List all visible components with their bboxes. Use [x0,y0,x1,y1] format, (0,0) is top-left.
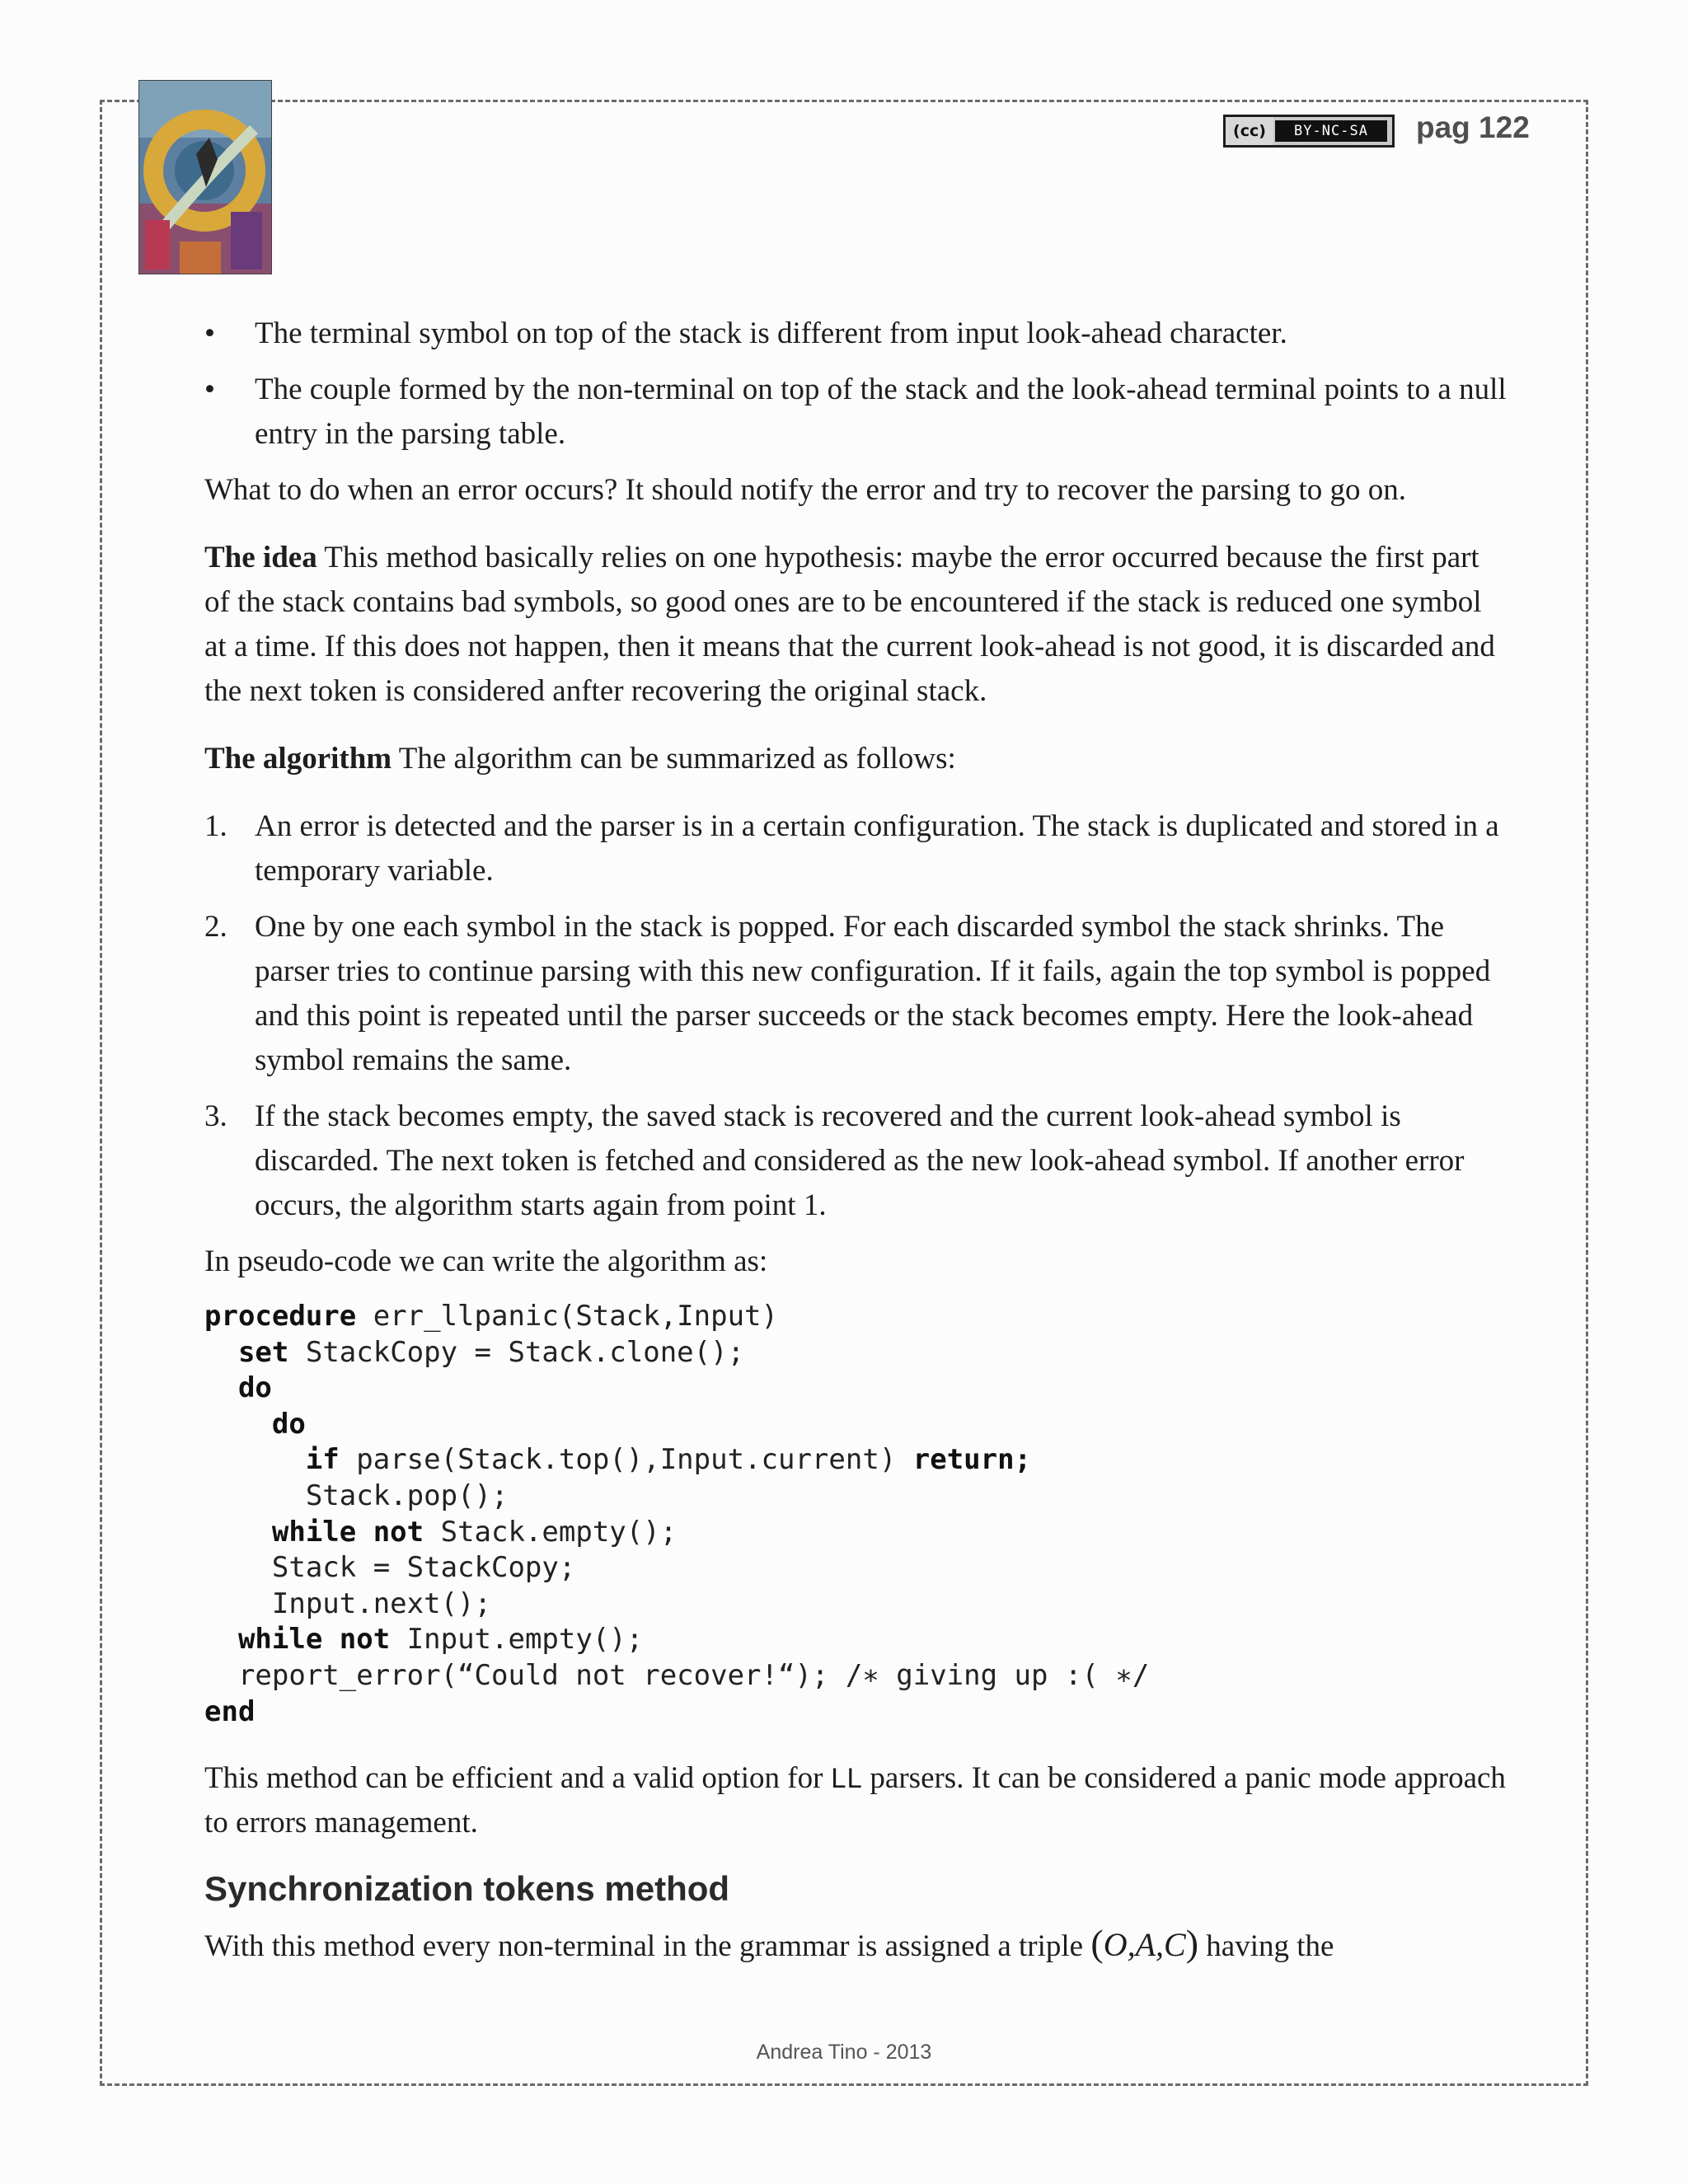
code-keyword: return; [912,1443,1032,1477]
page-number: pag 122 [1416,110,1530,144]
code-text: Stack = StackCopy; [271,1551,576,1585]
cc-license-badge [1223,115,1395,148]
code-text: parse(Stack.top(),Input.current) [339,1443,913,1477]
algorithm-text: The algorithm can be summarized as follows: [392,742,956,776]
list-item [204,905,1507,1083]
code-keyword: while not [237,1623,391,1657]
math-triple [1090,1922,1199,1965]
paragraph-idea [204,536,1507,714]
code-keyword: while not [271,1515,424,1549]
text-run: With this method every non-terminal in the grammar is assigned a triple [204,1929,1091,1964]
list-item: • The terminal symbol on top of the stack is different from input look-ahead character. [204,312,1507,356]
inline-code-ll: LL [830,1763,863,1795]
page-body [204,312,1507,1992]
error-cases-list [204,312,1507,457]
algorithm-steps [204,804,1507,1228]
section-heading: Synchronization tokens method [204,1869,730,1909]
step-number: 2. [204,910,227,944]
page-footer: Andrea Tino - 2013 [756,2041,932,2064]
license-terms: BY-NC-SA [1275,120,1387,142]
text-run: having the [1198,1929,1334,1964]
code-text: Input.empty(); [390,1623,644,1657]
code-keyword: if [305,1443,340,1477]
code-text: report_error(“Could not recover!“); /∗ giving up :( ∗/ [237,1658,1150,1692]
pseudo-code-block [204,1299,1507,1730]
paragraph-pseudo-intro: In pseudo-code we can write the algorithm as: [204,1244,768,1278]
cc-icon: (cc) [1226,117,1273,145]
math-paren: ) [1185,1922,1199,1965]
paragraph-algorithm [204,737,1507,781]
step-number: 1. [204,809,227,843]
step-text: If the stack becomes empty, the saved stack is recovered and the current look-ahead symbol is discarded. The next token is fetched and considered as the new look-ahead symbol. If another error occurs, the algorithm starts again from point 1. [255,1099,1465,1222]
code-text: Input.next(); [271,1586,491,1620]
code-text: StackCopy = Stack.clone(); [288,1335,745,1369]
paragraph-efficient [204,1756,1507,1845]
code-keyword: set [237,1335,289,1369]
math-paren: ( [1090,1922,1104,1965]
paragraph-sync [204,1921,1507,1969]
list-item: • The couple formed by the non-terminal on top of the stack and the look-ahead terminal points to a null entry in the parsing table. [204,368,1507,457]
book-cover-thumbnail [138,80,272,274]
text-run: parsers. It can be considered a panic mode approach to errors management. [204,1761,1506,1840]
code-keyword: end [204,1694,256,1728]
step-text: One by one each symbol in the stack is popped. For each discarded symbol the stack shrinks. The parser tries to continue parsing with this new configuration. If it fails, again the top symbol is popped and this point is repeated until the parser succeeds or the stack becomes empty. Here the look-ahead symbol remains the same. [255,910,1491,1077]
code-keyword: do [237,1371,272,1405]
code-keyword: do [271,1407,306,1441]
step-number: 3. [204,1099,227,1133]
step-text: An error is detected and the parser is in a certain configuration. The stack is duplicated and stored in a temporary variable. [255,809,1499,888]
algorithm-label: The algorithm [204,742,392,776]
list-item [204,804,1507,893]
list-item [204,1094,1507,1228]
idea-label: The idea [204,541,317,574]
idea-text: This method basically relies on one hypothesis: maybe the error occurred because the first part of the stack contains bad symbols, so good ones are to be encountered if the stack is reduced one symbol at a time. If this does not happen, then it means that the current look-ahead is not good, it is discarded and the next token is considered anfter recovering the original stack. [204,541,1495,708]
code-text: Stack.pop(); [305,1479,509,1512]
code-text: Stack.empty(); [424,1515,678,1549]
paragraph-error: What to do when an error occurs? It should notify the error and try to recover the parsing to go on. [204,473,1406,507]
code-keyword: procedure [204,1300,357,1333]
math-body: O,A,C [1103,1926,1186,1964]
text-run: This method can be efficient and a valid option for [204,1761,831,1796]
code-text: err_llpanic(Stack,Input) [356,1300,778,1333]
